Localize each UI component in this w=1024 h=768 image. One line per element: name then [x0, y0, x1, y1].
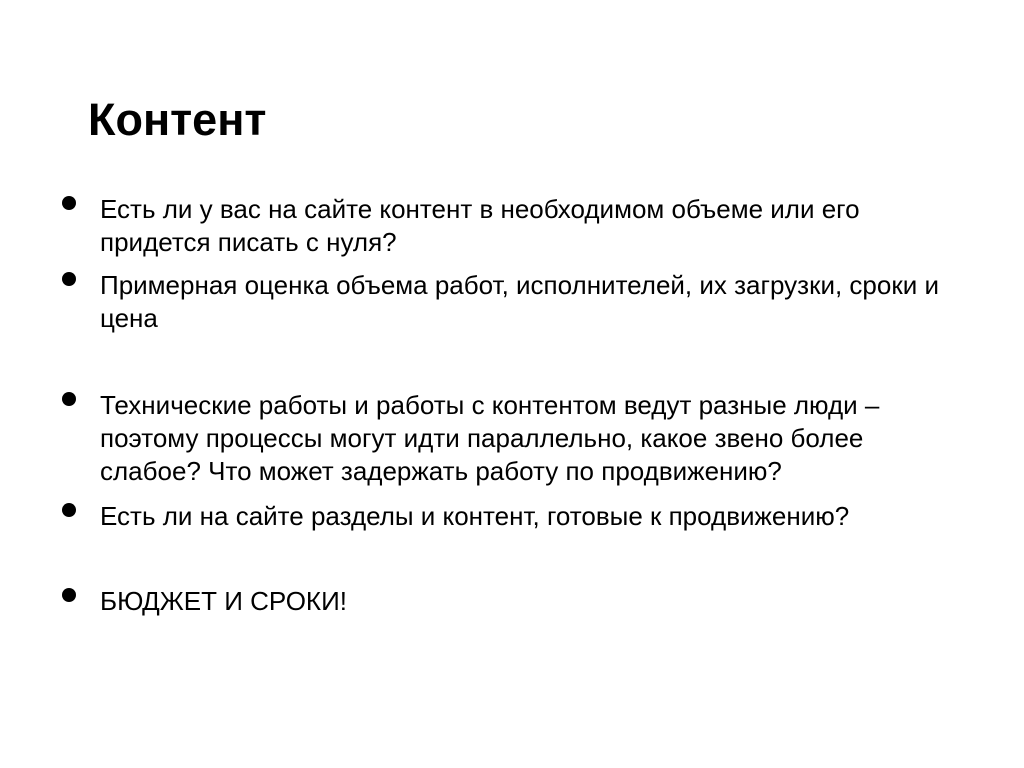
bullet-point-icon — [62, 272, 76, 286]
bullet-point-icon — [62, 196, 76, 210]
bullet-text: Примерная оценка объема работ, исполнителей, их загрузки, сроки и цена — [100, 270, 939, 333]
bullet-point-icon — [62, 392, 76, 406]
bullet-text: БЮДЖЕТ И СРОКИ! — [100, 586, 347, 616]
bullet-text: Есть ли у вас на сайте контент в необходимом объеме или его придется писать с нуля? — [100, 194, 860, 257]
slide-title: Контент — [88, 94, 267, 145]
bullet-point-icon — [62, 503, 76, 517]
bullet-text: Есть ли на сайте разделы и контент, готовые к продвижению? — [100, 501, 850, 531]
bullet-point-icon — [62, 588, 76, 602]
bullet-text: Технические работы и работы с контентом ведут разные люди – поэтому процессы могут идти параллельно, какое звено более слабое? Что может задержать работу по продвижению? — [100, 390, 880, 486]
